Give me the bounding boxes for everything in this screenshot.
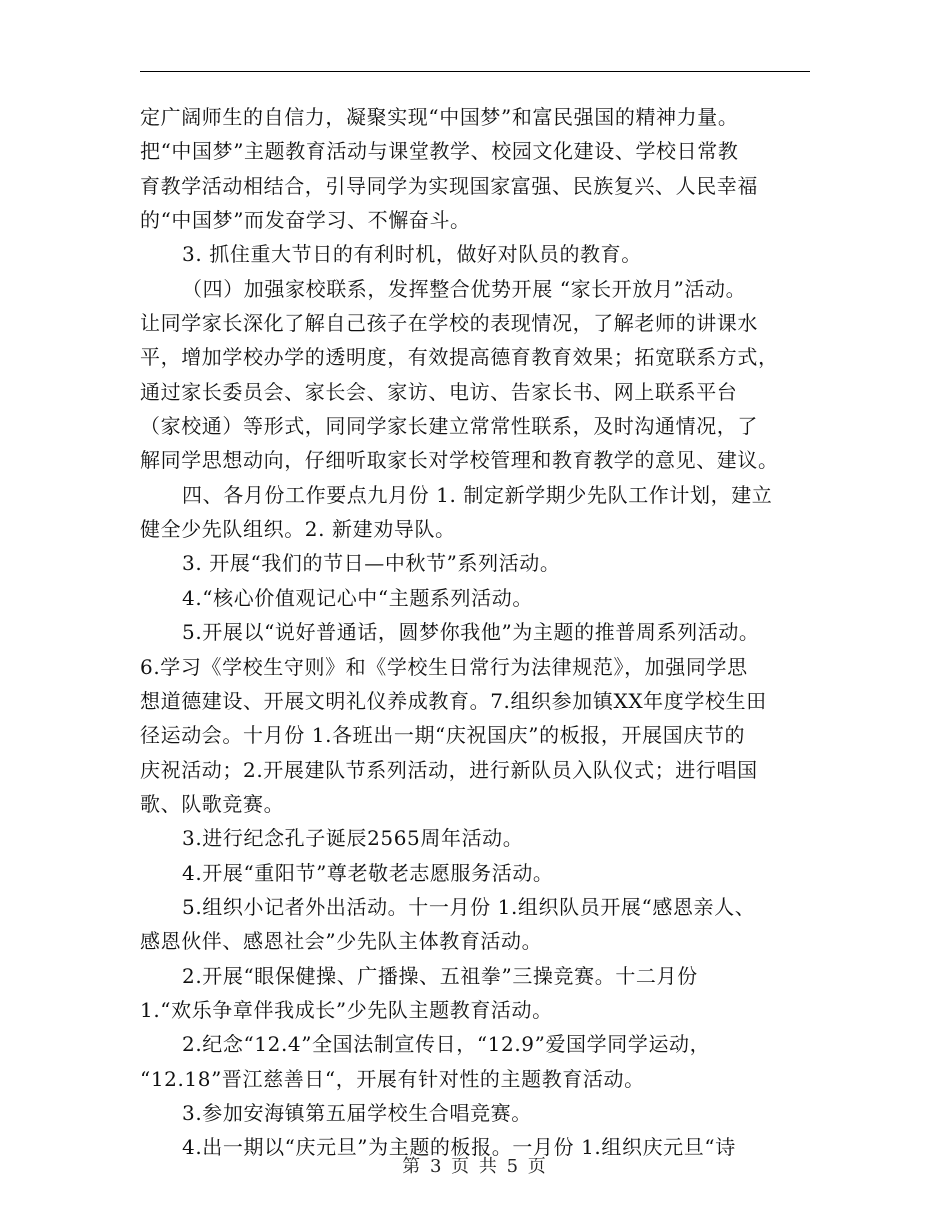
text-line: 3.参加安海镇第五届学校生合唱竞赛。 <box>182 1100 532 1125</box>
text-line: 2.纪念“12.4”全国法制宣传日，“12.9”爱国学同学运动， <box>182 1032 711 1057</box>
text-line: 平，增加学校办学的透明度，有效提高德育教育效果；拓宽联系方式， <box>140 345 779 370</box>
text-line: 5.开展以“说好普通话，圆梦你我他”为主题的推普周系列活动。 <box>182 620 760 645</box>
text-line: 通过家长委员会、家长会、家访、电访、告家长书、网上联系平台 <box>140 379 738 404</box>
text-line: 让同学家长深化了解自己孩子在学校的表现情况，了解老师的讲课水 <box>140 311 758 336</box>
text-line: 的“中国梦”而发奋学习、不懈奋斗。 <box>140 208 471 233</box>
text-line: 6.学习《学校生守则》和《学校生日常行为法律规范》，加强同学思 <box>140 654 748 679</box>
text-line: 把“中国梦”主题教育活动与课堂教学、校园文化建设、学校日常教 <box>140 139 739 164</box>
text-line: 4.出一期以“庆元旦”为主题的板报。一月份 1.组织庆元旦“诗 <box>182 1135 736 1160</box>
text-line: 径运动会。十月份 1.各班出一期“庆祝国庆”的板报，开展国庆节的 <box>140 723 746 748</box>
text-line: 3. 开展“我们的节日—中秋节”系列活动。 <box>182 551 561 576</box>
text-line: （家校通）等形式，同同学家长建立常常性联系，及时沟通情况，了 <box>140 414 758 439</box>
text-line: 想道德建设、开展文明礼仪养成教育。7.组织参加镇XX年度学校生田 <box>140 688 767 713</box>
header-rule <box>140 71 810 72</box>
text-line: （四）加强家校联系，发挥整合优势开展 “家长开放月”活动。 <box>182 276 747 301</box>
text-line: 3. 抓住重大节日的有利时机，做好对队员的教育。 <box>182 242 642 267</box>
text-line: 定广阔师生的自信力，凝聚实现“中国梦”和富民强国的精神力量。 <box>140 105 739 129</box>
text-line: 4.“核心价值观记心中“主题系列活动。 <box>182 585 533 610</box>
text-line: “12.18”晋江慈善日“，开展有针对性的主题教育活动。 <box>140 1066 645 1091</box>
text-line: 育教学活动相结合，引导同学为实现国家富强、民族复兴、人民幸福 <box>140 173 758 198</box>
text-line: 歌、队歌竞赛。 <box>140 791 285 816</box>
text-line: 健全少先队组织。2. 新建劝导队。 <box>140 517 456 542</box>
text-line: 5.组织小记者外出活动。十一月份 1.组织队员开展“感恩亲人、 <box>182 894 756 919</box>
text-line: 1.“欢乐争章伴我成长”少先队主题教育活动。 <box>140 997 553 1022</box>
page-number: 第 3 页 共 5 页 <box>402 1156 548 1177</box>
text-line: 2.开展“眼保健操、广播操、五祖拳”三操竞赛。十二月份 <box>182 963 698 988</box>
text-line: 感恩伙伴、感恩社会”少先队主体教育活动。 <box>140 929 543 954</box>
text-line: 庆祝活动；2.开展建队节系列活动，进行新队员入队仪式；进行唱国 <box>140 757 758 782</box>
text-line: 解同学思想动向，仔细听取家长对学校管理和教育教学的意见、建议。 <box>140 448 779 473</box>
text-line: 4.开展“重阳节”尊老敬老志愿服务活动。 <box>182 860 554 885</box>
text-line: 3.进行纪念孔子诞辰2565周年活动。 <box>182 826 524 851</box>
text-line: 四、各月份工作要点九月份 1. 制定新学期少先队工作计划，建立 <box>182 482 773 507</box>
document-body <box>140 100 812 1165</box>
